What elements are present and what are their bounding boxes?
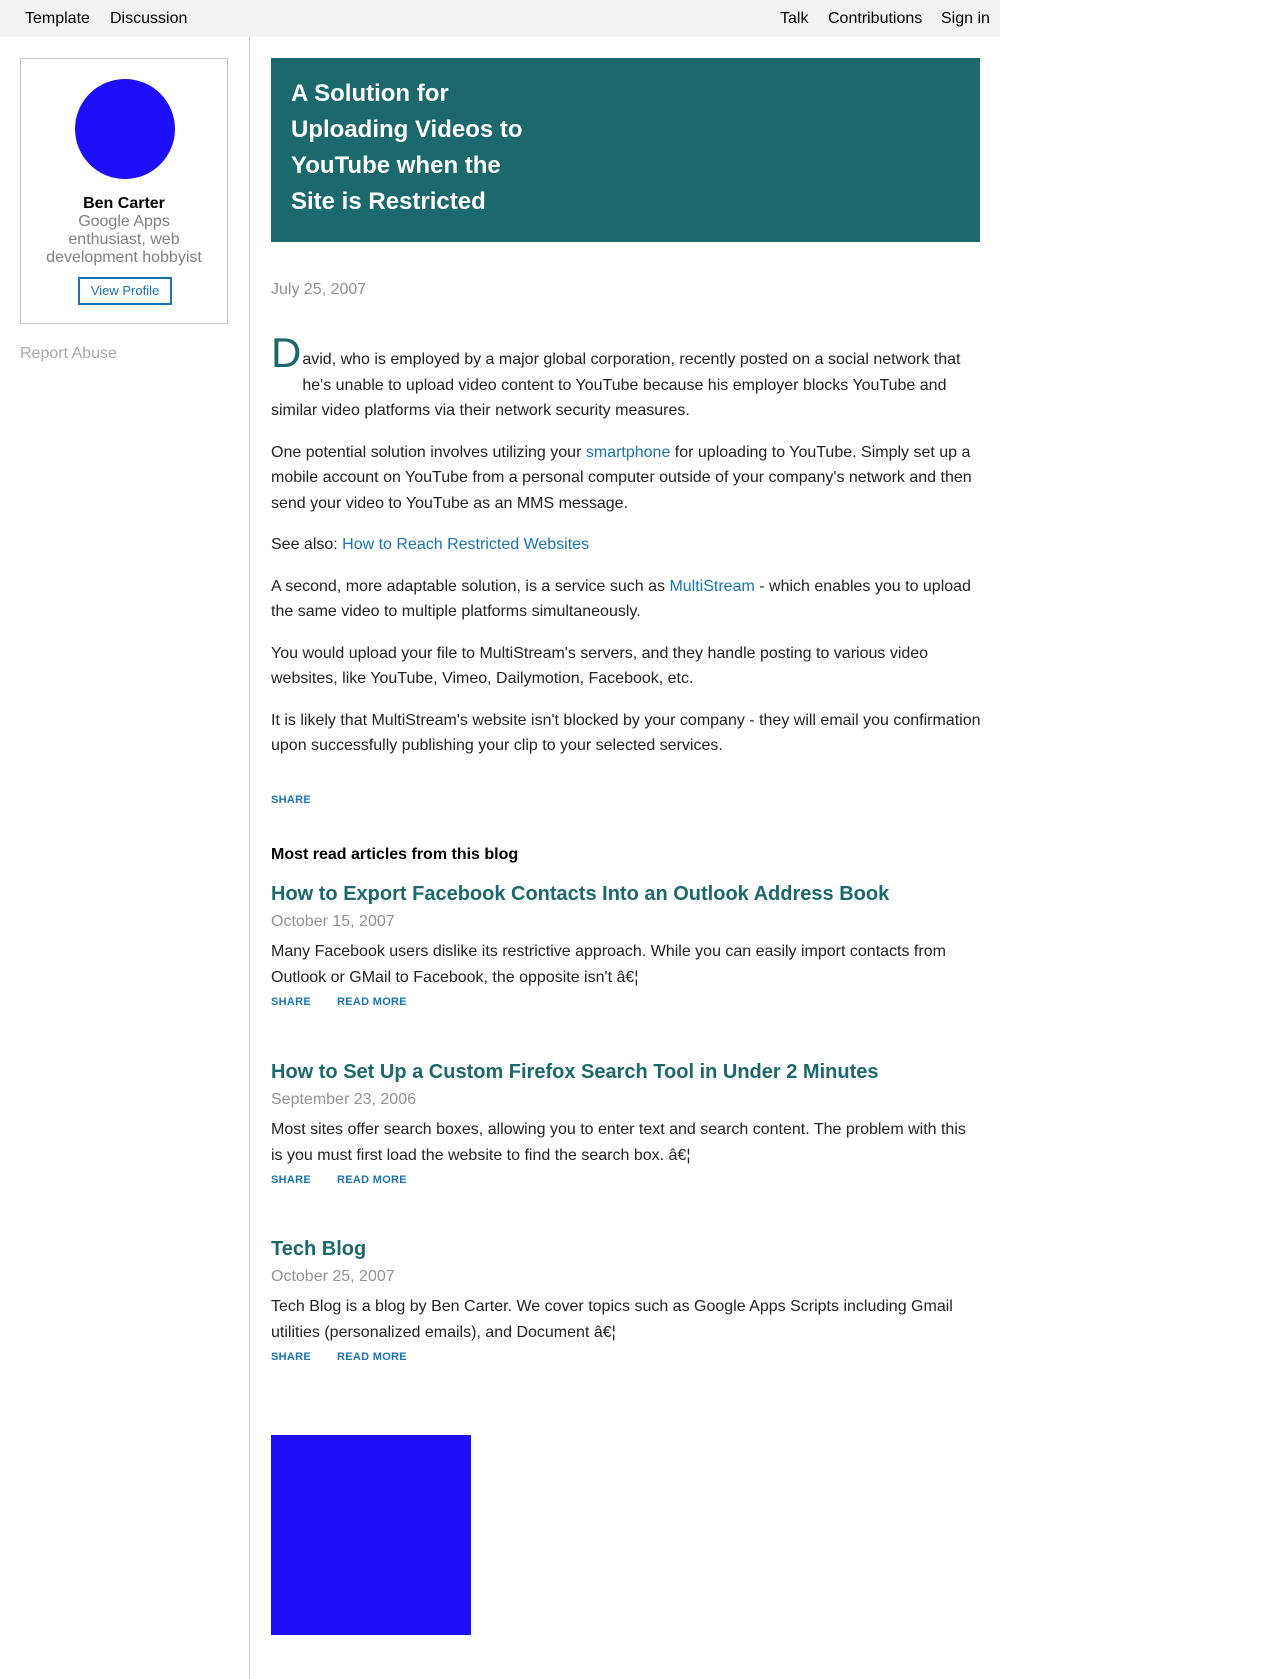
article-snippet: Many Facebook users dislike its restrictive approach. While you can easily import contacts from Outlook or GMail to Facebook, the opposite isn't â€¦ <box>271 943 946 986</box>
article-share-button[interactable]: SHARE <box>271 1174 312 1186</box>
paragraph-first-line: avid, who is employed by a major global corporation, recently posted on a social network that <box>302 351 961 368</box>
post-header <box>271 58 980 242</box>
nav-contributions-link[interactable]: Contributions <box>828 10 923 27</box>
article-read-more-button[interactable]: READ MORE <box>337 1351 407 1363</box>
article-snippet: Most sites offer search boxes, allowing you to enter text and search content. The problem with this is you must first load the website to find the search box. â€¦ <box>271 1121 966 1164</box>
paragraph-text: One potential solution involves utilizing your <box>271 443 586 461</box>
post-paragraph <box>271 322 981 424</box>
article-title-link[interactable]: How to Export Facebook Contacts Into an Outlook Address Book <box>271 883 890 905</box>
top-nav-bar <box>0 0 1000 37</box>
paragraph-text: - which enables you to upload the same video to multiple platforms simultaneously. <box>271 577 971 620</box>
paragraph-text: A second, more adaptable solution, is a service such as <box>271 577 670 595</box>
article-actions <box>271 995 981 1011</box>
article-date: October 25, 2007 <box>271 1268 395 1285</box>
restricted-websites-link[interactable]: How to Reach Restricted Websites <box>342 536 590 553</box>
avatar[interactable] <box>75 79 175 179</box>
article-card <box>271 882 981 1011</box>
article-snippet: Tech Blog is a blog by Ben Carter. We cover topics such as Google Apps Scripts including Gmail utilities (personalized emails), and Document â€¦ <box>271 1298 953 1341</box>
post-paragraph <box>271 440 981 517</box>
nav-discussion-link[interactable]: Discussion <box>110 10 188 27</box>
post-paragraph <box>271 532 981 558</box>
smartphone-link[interactable]: smartphone <box>585 443 671 461</box>
article-card <box>271 1060 981 1189</box>
profile-name: Ben Carter <box>83 195 165 212</box>
article-card <box>271 1237 981 1366</box>
post-paragraph <box>271 574 981 625</box>
nav-sign-in-link[interactable]: Sign in <box>941 10 990 27</box>
article-title-link[interactable]: How to Set Up a Custom Firefox Search Tool in Under 2 Minutes <box>271 1061 879 1083</box>
multistream-link[interactable]: MultiStream <box>669 577 755 595</box>
nav-talk-link[interactable]: Talk <box>780 10 809 27</box>
article-date: October 15, 2007 <box>271 913 395 930</box>
paragraph-text: for uploading to YouTube. Simply set up a mobile account on YouTube from a personal computer outside of your company's network and then send your video to YouTube as an MMS message. <box>271 443 972 512</box>
article-actions <box>271 1350 981 1366</box>
report-abuse-link[interactable]: Report Abuse <box>20 345 117 362</box>
profile-card <box>20 58 228 324</box>
post-date: July 25, 2007 <box>271 281 367 298</box>
article-read-more-button[interactable]: READ MORE <box>337 996 407 1008</box>
profile-description: Google Apps enthusiast, web development hobbyist <box>46 213 202 266</box>
article-date: September 23, 2006 <box>271 1091 416 1108</box>
most-read-heading: Most read articles from this blog <box>271 846 519 863</box>
post-share-button[interactable]: SHARE <box>271 794 312 806</box>
drop-cap: D <box>271 329 302 376</box>
article-read-more-button[interactable]: READ MORE <box>337 1174 407 1186</box>
paragraph-text: he's unable to upload video content to YouTube because his employer blocks YouTube and similar video platforms via their network security measures. <box>271 376 947 419</box>
nav-template-link[interactable]: Template <box>25 10 90 27</box>
article-share-button[interactable]: SHARE <box>271 996 312 1008</box>
sidebar-divider <box>249 37 250 1679</box>
view-profile-button[interactable]: View Profile <box>78 277 172 305</box>
post-paragraph: It is likely that MultiStream's website isn't blocked by your company - they will email you confirmation upon successfully publishing your clip to your selected services. <box>271 711 981 754</box>
post-body <box>271 322 981 775</box>
footer-image-placeholder <box>271 1435 471 1635</box>
post-title: A Solution for Uploading Videos to YouTube when the Site is Restricted <box>291 80 523 215</box>
article-title-link[interactable]: Tech Blog <box>271 1238 367 1260</box>
article-share-button[interactable]: SHARE <box>271 1351 312 1363</box>
post-paragraph: You would upload your file to MultiStream's servers, and they handle posting to various video websites, like YouTube, Vimeo, Dailymotion, Facebook, etc. <box>271 644 929 687</box>
paragraph-text: See also: <box>271 536 343 553</box>
article-actions <box>271 1173 981 1189</box>
